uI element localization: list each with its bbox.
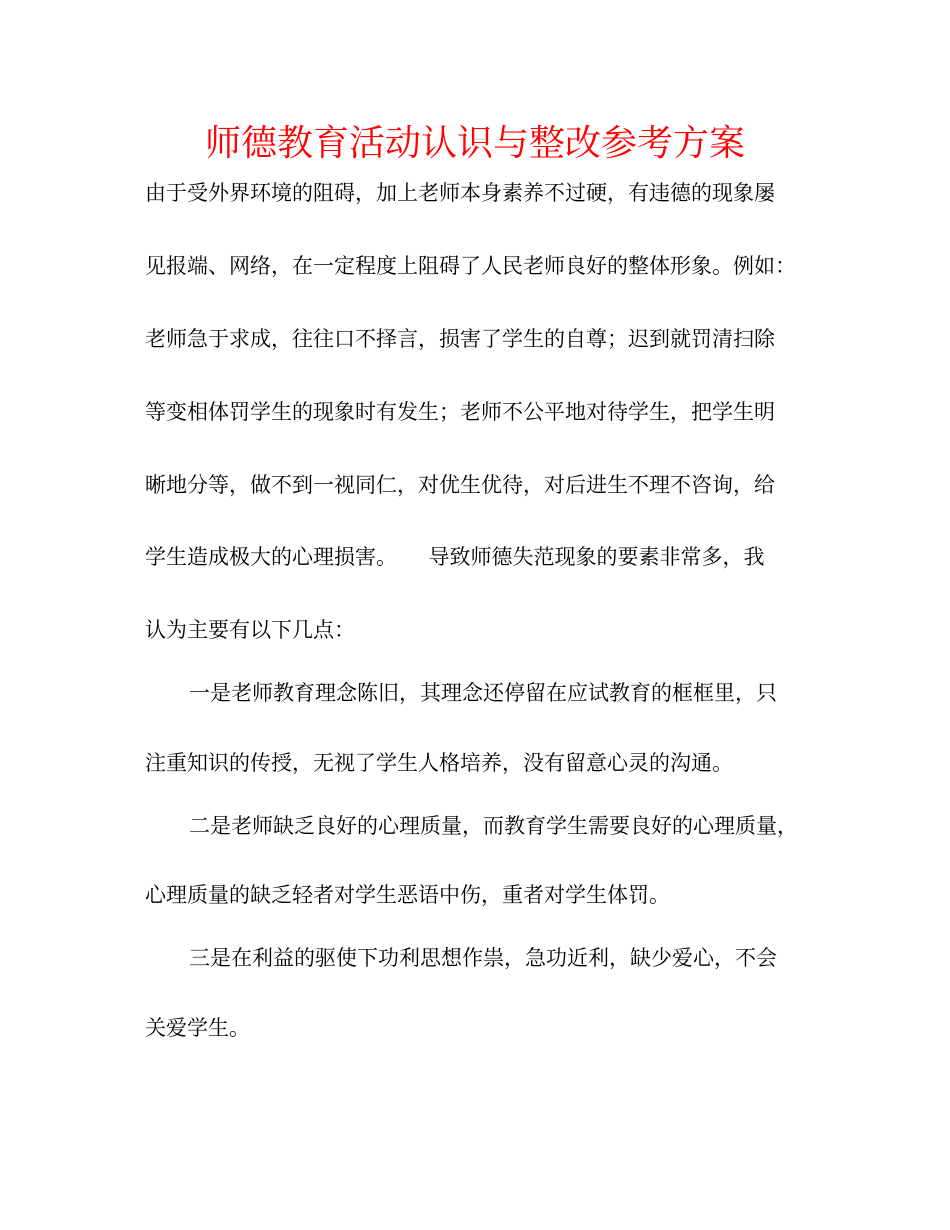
paragraph-first-line: 三是在利益的驱使下功利思想作祟，急功近利，缺少爱心，不会: [189, 946, 777, 970]
body-line: 由于受外界环境的阻碍，加上老师本身素养不过硬，有违德的现象屡: [145, 181, 775, 205]
document-title: 师德教育活动认识与整改参考方案: [204, 123, 745, 164]
body-line: 注重知识的传授，无视了学生人格培养，没有留意心灵的沟通。: [145, 751, 733, 775]
body-line: 见报端、网络，在一定程度上阻碍了人民老师良好的整体形象。例如：: [145, 254, 796, 278]
body-line: 认为主要有以下几点：: [145, 618, 355, 642]
paragraph-first-line: 二是老师缺乏良好的心理质量，而教育学生需要良好的心理质量，: [189, 814, 798, 838]
body-line: 晰地分等，做不到一视同仁，对优生优待，对后进生不理不咨询，给: [145, 473, 775, 497]
body-line: 心理质量的缺乏轻者对学生恶语中伤，重者对学生体罚。: [145, 883, 670, 907]
body-line: 学生造成极大的心理损害。 导致师德失范现象的要素非常多，我: [145, 545, 765, 569]
paragraph-first-line: 一是老师教育理念陈旧，其理念还停留在应试教育的框框里，只: [189, 681, 777, 705]
body-line: 关爱学生。: [145, 1016, 250, 1040]
body-line: 老师急于求成，往往口不择言，损害了学生的自尊；迟到就罚清扫除: [145, 327, 775, 351]
body-line: 等变相体罚学生的现象时有发生；老师不公平地对待学生，把学生明: [145, 400, 775, 424]
